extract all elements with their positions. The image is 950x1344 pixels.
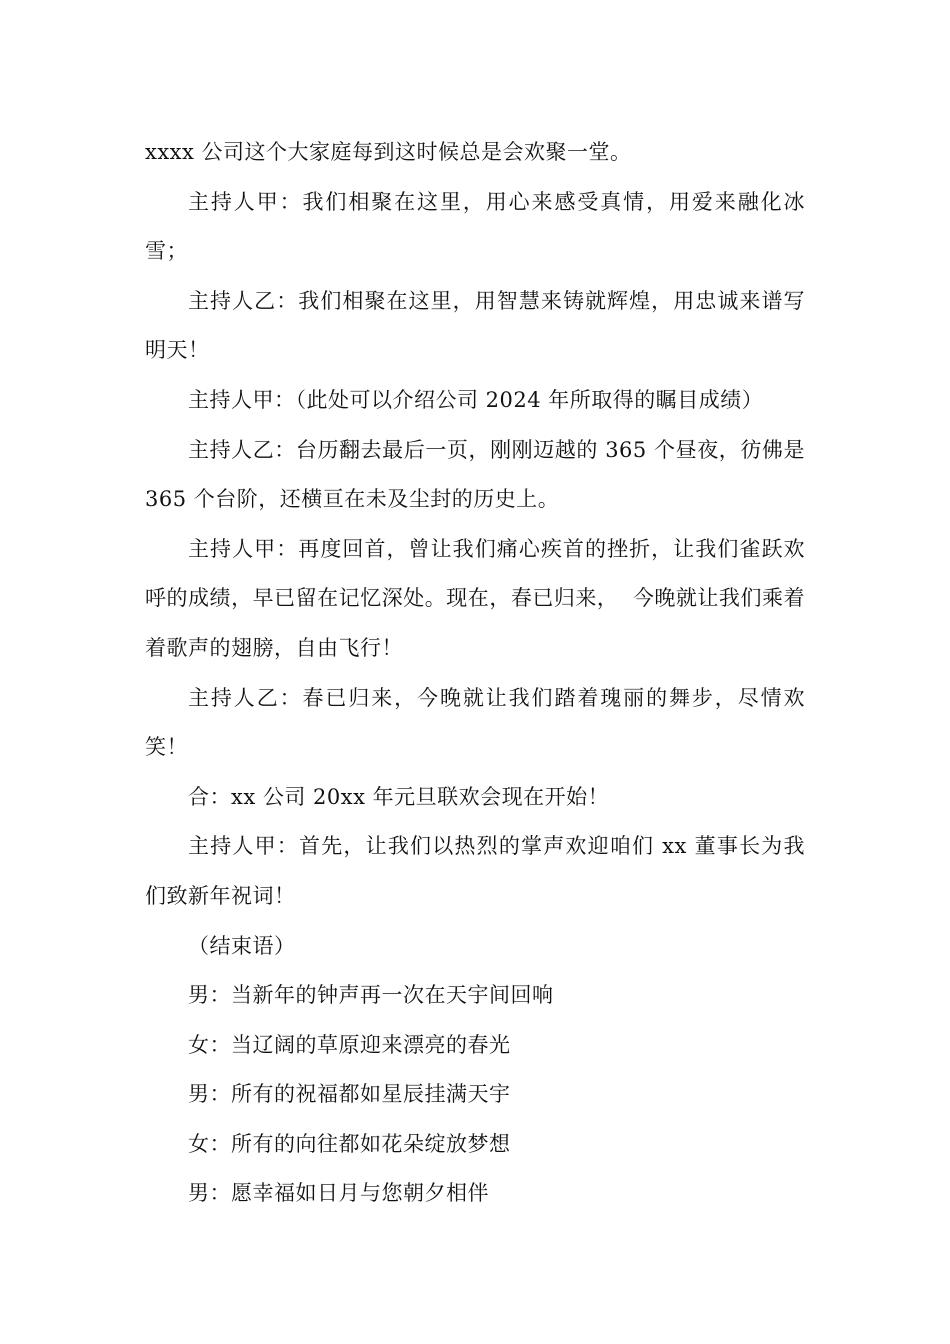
paragraph-host-a-1: 主持人甲：我们相聚在这里，用心来感受真情，用爱来融化冰雪； [145,189,805,264]
paragraph-host-a-2: 主持人甲：（此处可以介绍公司 2024 年所取得的瞩目成绩） [188,387,764,412]
paragraph-host-a-4: 主持人甲：首先，让我们以热烈的掌声欢迎咱们 xx 董事长为我们致新年祝词！ [145,834,805,908]
paragraph-together: 合：xx 公司 20xx 年元旦联欢会现在开始！ [188,784,610,809]
document-body [145,128,813,1219]
closing-line-female-2: 女：所有的向往都如花朵绽放梦想 [188,1131,511,1156]
closing-line-female-1: 女：当辽阔的草原迎来漂亮的春光 [188,1032,511,1057]
paragraph-host-b-2: 主持人乙：台历翻去最后一页，刚刚迈越的 365 个昼夜，彷佛是 365 个台阶，还横亘在未及尘封的历史上。 [145,437,813,512]
section-heading-closing: （结束语） [188,933,296,958]
closing-line-male-1: 男：当新年的钟声再一次在天宇间回响 [188,983,554,1008]
closing-line-male-2: 男：所有的祝福都如星辰挂满天宇 [188,1082,511,1107]
paragraph-host-b-3: 主持人乙：春已归来，今晚就让我们踏着瑰丽的舞步，尽情欢笑！ [145,685,805,760]
closing-line-male-3: 男：愿幸福如日月与您朝夕相伴 [188,1181,489,1206]
paragraph-opening: xxxx 公司这个大家庭每到这时候总是会欢聚一堂。 [145,140,632,164]
paragraph-host-b-1: 主持人乙：我们相聚在这里，用智慧来铸就辉煌，用忠诚来谱写明天！ [145,288,805,363]
paragraph-host-a-3: 主持人甲：再度回首，曾让我们痛心疾首的挫折，让我们雀跃欢呼的成绩，早已留在记忆深处。现在，春已归来， 今晚就让我们乘着着歌声的翅膀，自由飞行！ [145,536,805,660]
